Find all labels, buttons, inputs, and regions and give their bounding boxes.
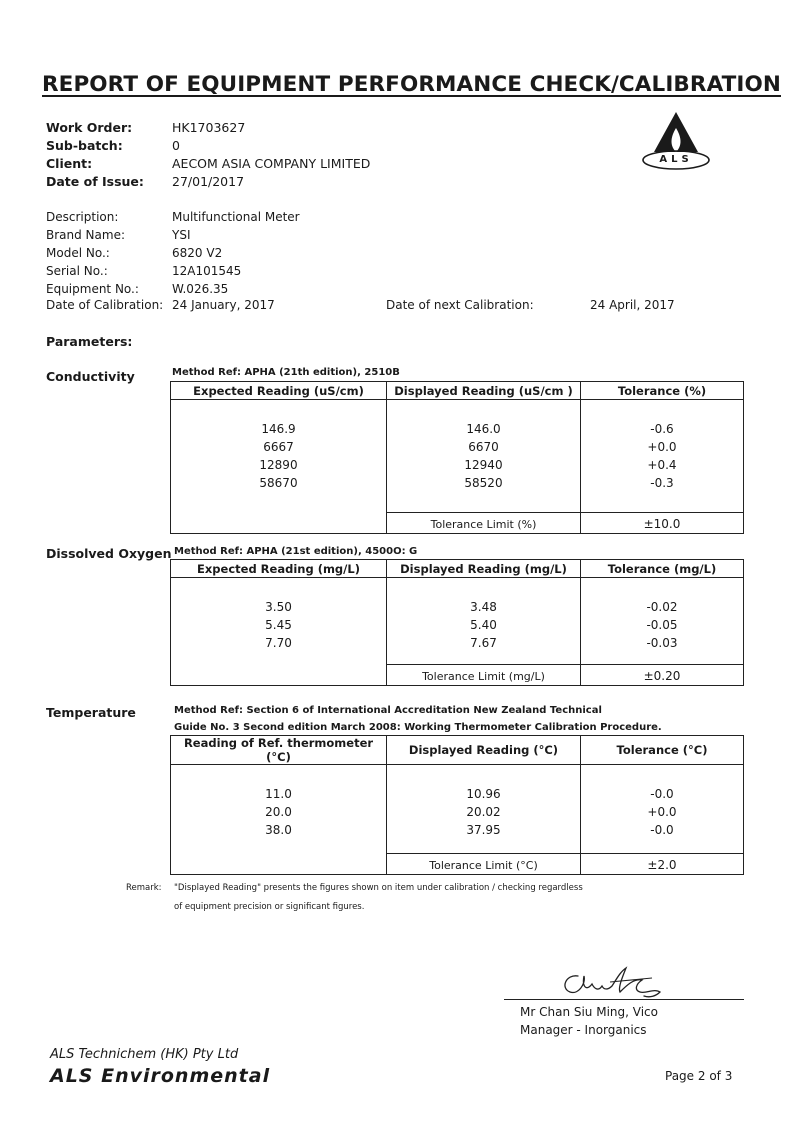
date-of-issue-value: 27/01/2017 (172, 174, 245, 189)
remark-line2: of equipment precision or significant figures. (174, 902, 365, 912)
remark-label: Remark: (126, 883, 162, 893)
table-cell: 7.67 (470, 636, 497, 650)
table-cell: -0.6 (650, 422, 674, 436)
description-value: Multifunctional Meter (172, 210, 300, 224)
date-of-calibration-label: Date of Calibration: (46, 298, 164, 312)
table-cell: -0.02 (646, 600, 678, 614)
table-header-row (171, 560, 744, 578)
column-header: Displayed Reading (uS/cm ) (387, 382, 581, 400)
tolerance-column (581, 400, 744, 513)
table-body-row (171, 578, 744, 665)
table-cell: -0.0 (650, 787, 674, 801)
column-header: Expected Reading (uS/cm) (171, 382, 387, 400)
als-logo (640, 108, 712, 170)
tolerance-limit-value: ±2.0 (581, 853, 744, 874)
tolerance-limit-label: Tolerance Limit (mg/L) (387, 664, 581, 685)
temperature-section-label: Temperature (46, 705, 136, 720)
displayed-column (387, 578, 581, 665)
tolerance-limit-row (171, 512, 744, 533)
temperature-table (170, 735, 744, 875)
expected-column (171, 578, 387, 665)
model-no-label: Model No.: (46, 246, 110, 260)
displayed-column (387, 765, 581, 854)
table-cell: 7.70 (265, 636, 292, 650)
table-header-row (171, 736, 744, 765)
signatory-position: Manager - Inorganics (520, 1023, 647, 1037)
company-brand-logo: ALS Environmental (50, 1065, 271, 1087)
client-value: AECOM ASIA COMPANY LIMITED (172, 156, 371, 171)
table-cell: 3.50 (265, 600, 292, 614)
expected-column (171, 765, 387, 854)
work-order-value: HK1703627 (172, 120, 246, 135)
tolerance-limit-row (171, 853, 744, 874)
column-header: Displayed Reading (mg/L) (387, 560, 581, 578)
date-of-calibration-value: 24 January, 2017 (172, 298, 275, 312)
report-title: REPORT OF EQUIPMENT PERFORMANCE CHECK/CALIBRATION (42, 72, 781, 97)
table-cell: 6667 (263, 440, 294, 454)
displayed-column (387, 400, 581, 513)
table-cell: 3.48 (470, 600, 497, 614)
signature-line (504, 999, 744, 1000)
conductivity-section-label: Conductivity (46, 369, 135, 384)
sub-batch-label: Sub-batch: (46, 138, 123, 153)
next-calibration-label: Date of next Calibration: (386, 298, 534, 312)
table-cell: 11.0 (265, 787, 292, 801)
temperature-method-ref-line2: Guide No. 3 Second edition March 2008: Working Thermometer Calibration Procedure. (174, 722, 662, 733)
model-no-value: 6820 V2 (172, 246, 223, 260)
column-header: Expected Reading (mg/L) (171, 560, 387, 578)
work-order-label: Work Order: (46, 120, 133, 135)
tolerance-column (581, 765, 744, 854)
column-header: Tolerance (mg/L) (581, 560, 744, 578)
table-cell: 20.0 (265, 805, 292, 819)
table-header-row (171, 382, 744, 400)
next-calibration-value: 24 April, 2017 (590, 298, 675, 312)
table-cell: 6670 (468, 440, 499, 454)
table-cell: 10.96 (466, 787, 501, 801)
serial-no-label: Serial No.: (46, 264, 108, 278)
sub-batch-value: 0 (172, 138, 180, 153)
dissolved-oxygen-section-label: Dissolved Oxygen (46, 546, 172, 561)
table-cell: -0.03 (646, 636, 678, 650)
parameters-label: Parameters: (46, 334, 133, 349)
tolerance-limit-value: ±0.20 (581, 664, 744, 685)
page-number: Page 2 of 3 (665, 1069, 733, 1083)
remark-line1: "Displayed Reading" presents the figures shown on item under calibration / checking regardless (174, 883, 583, 893)
client-label: Client: (46, 156, 93, 171)
table-cell: -0.3 (650, 476, 674, 490)
equipment-no-label: Equipment No.: (46, 282, 139, 296)
equipment-no-value: W.026.35 (172, 282, 229, 296)
signatory-name: Mr Chan Siu Ming, Vico (520, 1005, 658, 1019)
table-cell: 146.9 (261, 422, 296, 436)
column-header: Tolerance (°C) (581, 736, 744, 765)
temperature-method-ref-line1: Method Ref: Section 6 of International Accreditation New Zealand Technical (174, 705, 602, 716)
table-cell: 146.0 (466, 422, 501, 436)
table-cell: 12940 (464, 458, 503, 472)
tolerance-column (581, 578, 744, 665)
column-header: Tolerance (%) (581, 382, 744, 400)
column-header: Displayed Reading (°C) (387, 736, 581, 765)
table-cell: 58670 (259, 476, 298, 490)
table-cell: -0.05 (646, 618, 678, 632)
table-body-row (171, 400, 744, 513)
serial-no-value: 12A101545 (172, 264, 242, 278)
expected-column (171, 400, 387, 513)
conductivity-method-ref: Method Ref: APHA (21th edition), 2510B (172, 367, 400, 378)
table-cell: 12890 (259, 458, 298, 472)
table-cell: 5.40 (470, 618, 497, 632)
column-header: Reading of Ref. thermometer (°C) (171, 736, 387, 765)
handwritten-signature (556, 962, 676, 1002)
table-cell: 38.0 (265, 823, 292, 837)
tolerance-limit-label: Tolerance Limit (°C) (387, 853, 581, 874)
table-cell: +0.0 (647, 805, 677, 819)
table-cell: -0.0 (650, 823, 674, 837)
table-body-row (171, 765, 744, 854)
tolerance-limit-label: Tolerance Limit (%) (387, 512, 581, 533)
tolerance-limit-row (171, 664, 744, 685)
table-cell: 58520 (464, 476, 503, 490)
description-label: Description: (46, 210, 119, 224)
brand-name-label: Brand Name: (46, 228, 126, 242)
dissolved-oxygen-method-ref: Method Ref: APHA (21st edition), 4500O: G (174, 546, 418, 557)
als-logo-text: ALS (659, 154, 693, 165)
table-cell: 37.95 (466, 823, 501, 837)
company-name: ALS Technichem (HK) Pty Ltd (50, 1047, 239, 1062)
dissolved-oxygen-table (170, 559, 744, 686)
tolerance-limit-value: ±10.0 (581, 512, 744, 533)
table-cell: 5.45 (265, 618, 292, 632)
brand-name-value: YSI (172, 228, 191, 242)
table-cell: +0.4 (647, 458, 677, 472)
table-cell: +0.0 (647, 440, 677, 454)
date-of-issue-label: Date of Issue: (46, 174, 144, 189)
conductivity-table (170, 381, 744, 534)
table-cell: 20.02 (466, 805, 501, 819)
